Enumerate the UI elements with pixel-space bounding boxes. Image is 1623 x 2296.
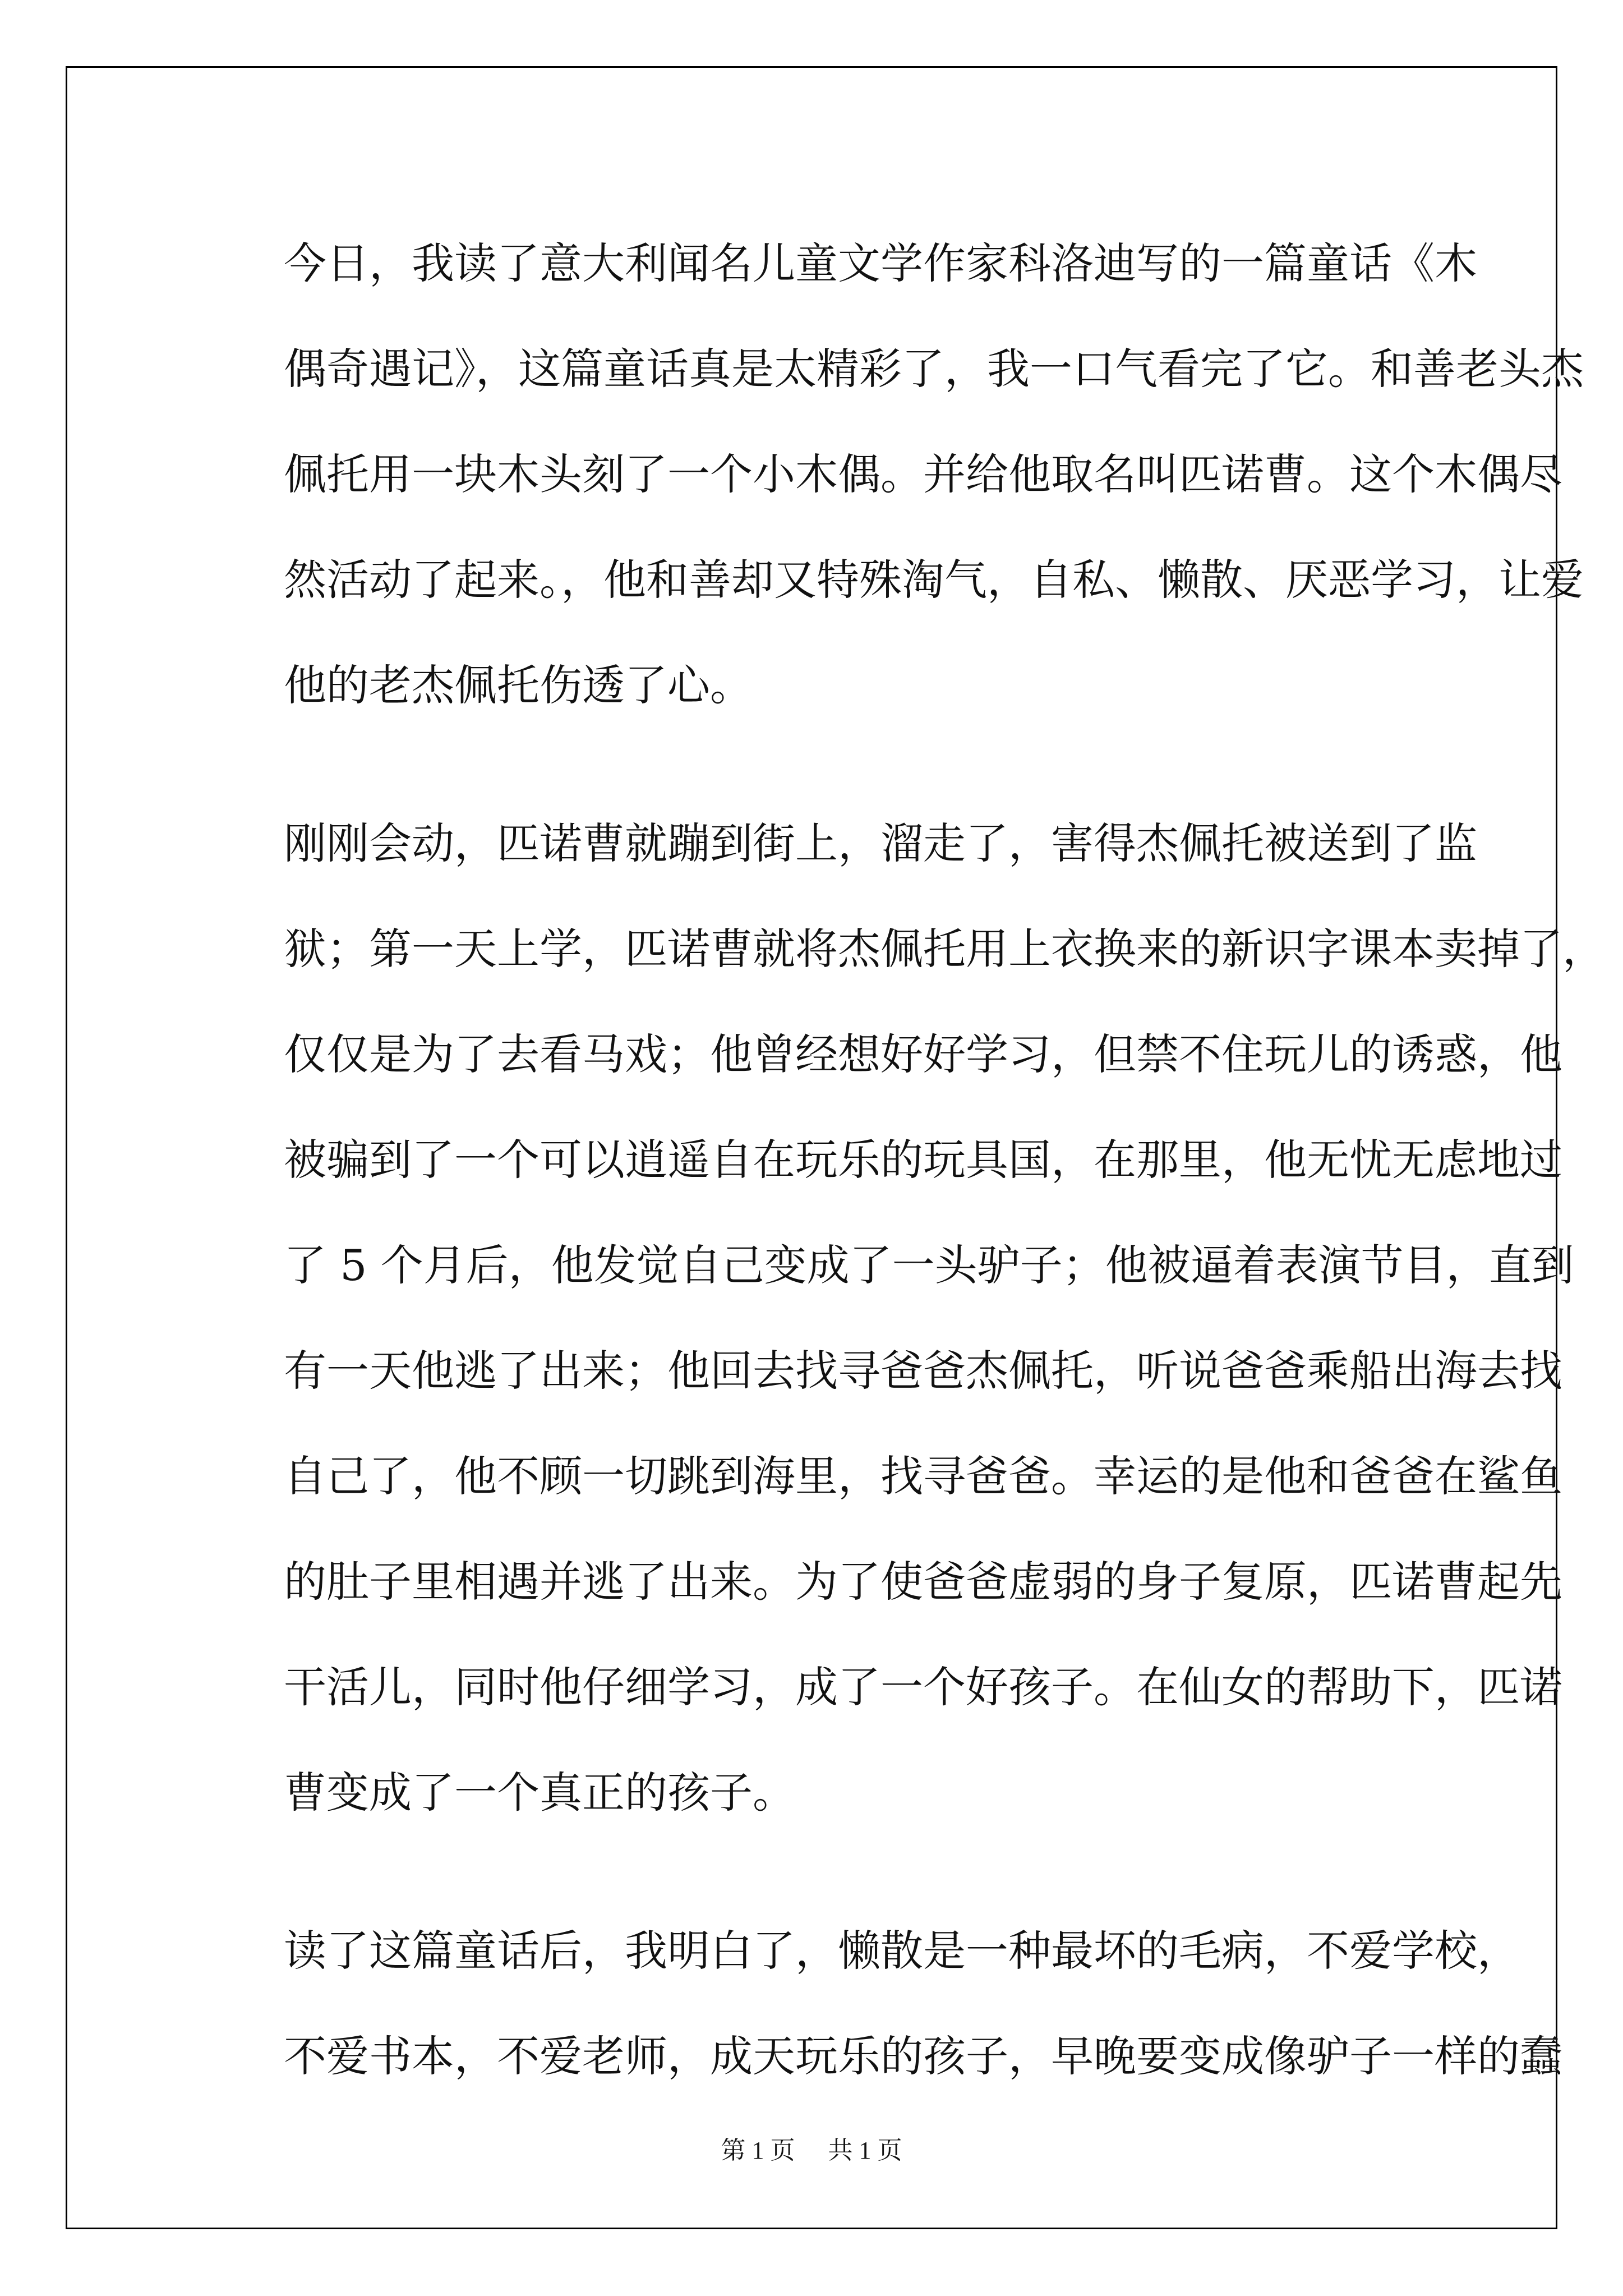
text-line: 狱；第一天上学，匹诺曹就将杰佩托用上衣换来的新识字课本卖掉了， [284,924,1605,974]
paragraph-3 [199,1898,1562,2109]
document-body [199,211,1605,2162]
text-line: 然活动了起来。，他和善却又特殊淘气，自私、懒散、厌恶学习，让爱 [284,555,1584,605]
page-footer [0,2135,1623,2166]
page-total: 共 1 页 [828,2137,902,2164]
text-line: 偶奇遇记》，这篇童话真是太精彩了，我一口气看完了它。和善老头杰 [284,344,1584,394]
text-line: 干活儿，同时他仔细学习，成了一个好孩子。在仙女的帮助下，匹诺 [284,1662,1562,1712]
text-line: 今日，我读了意大利闻名儿童文学作家科洛迪写的一篇童话《木 [284,238,1477,288]
paragraph-2 [199,791,1605,1846]
text-line: 曹变成了一个真正的孩子。 [284,1768,795,1818]
text-line: 了 5 个月后，他发觉自己变成了一头驴子；他被逼着表演节目，直到 [284,1240,1574,1290]
paragraph-1 [199,211,1584,738]
text-line: 的肚子里相遇并逃了出来。为了使爸爸虚弱的身子复原，匹诺曹起先 [284,1557,1562,1607]
text-line: 刚刚会动，匹诺曹就蹦到街上，溜走了，害得杰佩托被送到了监 [284,818,1477,868]
text-line: 自己了，他不顾一切跳到海里，找寻爸爸。幸运的是他和爸爸在鲨鱼 [284,1451,1562,1501]
page-number: 第 1 页 [721,2137,795,2164]
text-line: 佩托用一块木头刻了一个小木偶。并给他取名叫匹诺曹。这个木偶尽 [284,449,1562,499]
text-line: 他的老杰佩托伤透了心。 [284,660,753,710]
text-line: 仅仅是为了去看马戏；他曾经想好好学习，但禁不住玩儿的诱惑，他 [284,1029,1562,1079]
text-line: 被骗到了一个可以逍遥自在玩乐的玩具国，在那里，他无忧无虑地过 [284,1135,1562,1185]
text-line: 读了这篇童话后，我明白了，懒散是一种最坏的毛病，不爱学校， [284,1926,1520,1976]
text-line: 有一天他逃了出来；他回去找寻爸爸杰佩托，听说爸爸乘船出海去找 [284,1346,1562,1396]
text-line: 不爱书本，不爱老师，成天玩乐的孩子，早晚要变成像驴子一样的蠢 [284,2031,1562,2081]
